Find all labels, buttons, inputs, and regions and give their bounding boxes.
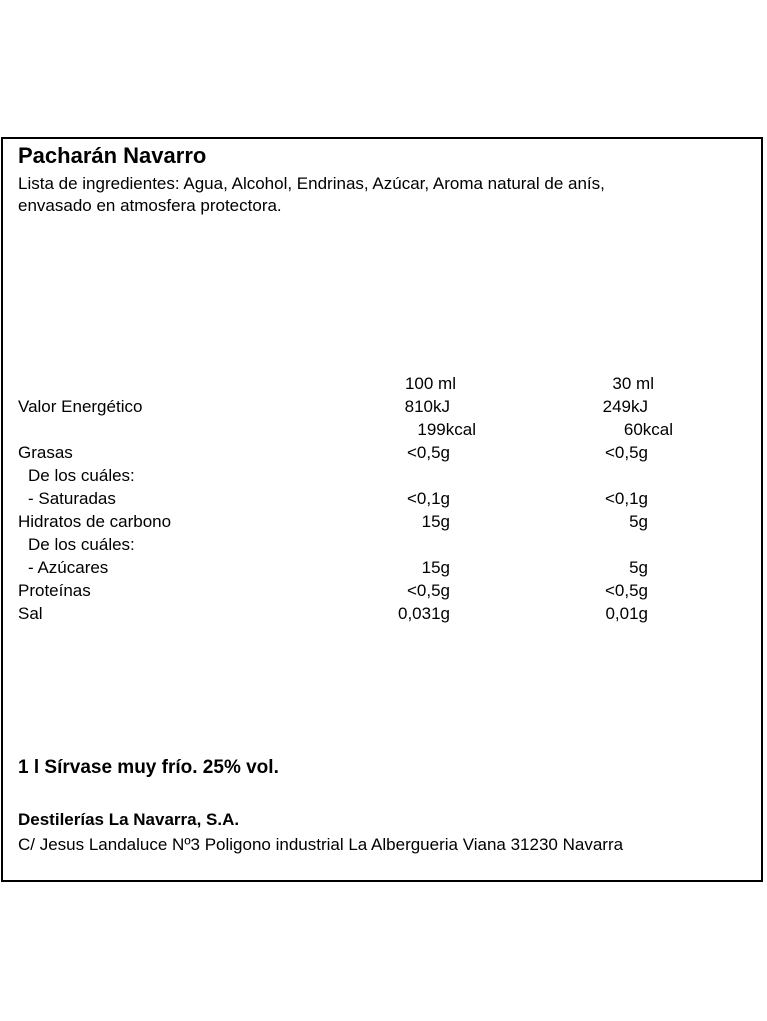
value-30ml: <0,5g <box>604 581 648 600</box>
table-row <box>3 533 761 556</box>
row-label: Valor Energético <box>18 397 143 416</box>
ingredients-line-2: envasado en atmosfera protectora. <box>18 196 282 215</box>
value-100ml: 15g <box>421 558 450 577</box>
row-label: - Saturadas <box>28 489 116 508</box>
row-label: De los cuáles: <box>28 466 135 485</box>
value-30ml: <0,5g <box>604 443 648 462</box>
row-label: - Azúcares <box>28 558 109 577</box>
table-row <box>3 464 761 487</box>
value-30ml: 60kcal <box>623 420 673 439</box>
ingredients-text <box>18 173 738 217</box>
column-header-100ml: 100 ml <box>404 374 456 393</box>
value-100ml: 810kJ <box>404 397 450 416</box>
value-30ml: <0,1g <box>604 489 648 508</box>
product-title: Pacharán Navarro <box>18 143 207 168</box>
value-100ml: 0,031g <box>398 604 450 623</box>
table-row <box>3 556 761 579</box>
table-row <box>3 418 761 441</box>
table-row <box>3 602 761 625</box>
value-30ml: 5g <box>629 512 648 531</box>
value-100ml: <0,1g <box>406 489 450 508</box>
value-100ml: <0,5g <box>406 443 450 462</box>
ingredients-line-1: Lista de ingredientes: Agua, Alcohol, Endrinas, Azúcar, Aroma natural de anís, <box>18 174 605 193</box>
value-30ml: 249kJ <box>602 397 648 416</box>
nutrition-header-row <box>3 372 761 395</box>
company-name: Destilerías La Navarra, S.A. <box>18 810 240 829</box>
row-label: Grasas <box>18 443 73 462</box>
table-row <box>3 510 761 533</box>
product-label <box>1 137 763 882</box>
value-30ml: 0,01g <box>605 604 648 623</box>
serving-info: 1 l Sírvase muy frío. 25% vol. <box>18 757 279 778</box>
value-30ml: 5g <box>629 558 648 577</box>
table-row <box>3 441 761 464</box>
value-100ml: <0,5g <box>406 581 450 600</box>
table-row <box>3 579 761 602</box>
row-label: De los cuáles: <box>28 535 135 554</box>
value-100ml: 15g <box>421 512 450 531</box>
value-100ml: 199kcal <box>417 420 476 439</box>
row-label: Hidratos de carbono <box>18 512 172 531</box>
company-address: C/ Jesus Landaluce Nº3 Poligono industrial La Albergueria Viana 31230 Navarra <box>18 835 624 854</box>
row-label: Proteínas <box>18 581 91 600</box>
table-row <box>3 395 761 418</box>
column-header-30ml: 30 ml <box>612 374 654 393</box>
table-row <box>3 487 761 510</box>
row-label: Sal <box>18 604 43 623</box>
